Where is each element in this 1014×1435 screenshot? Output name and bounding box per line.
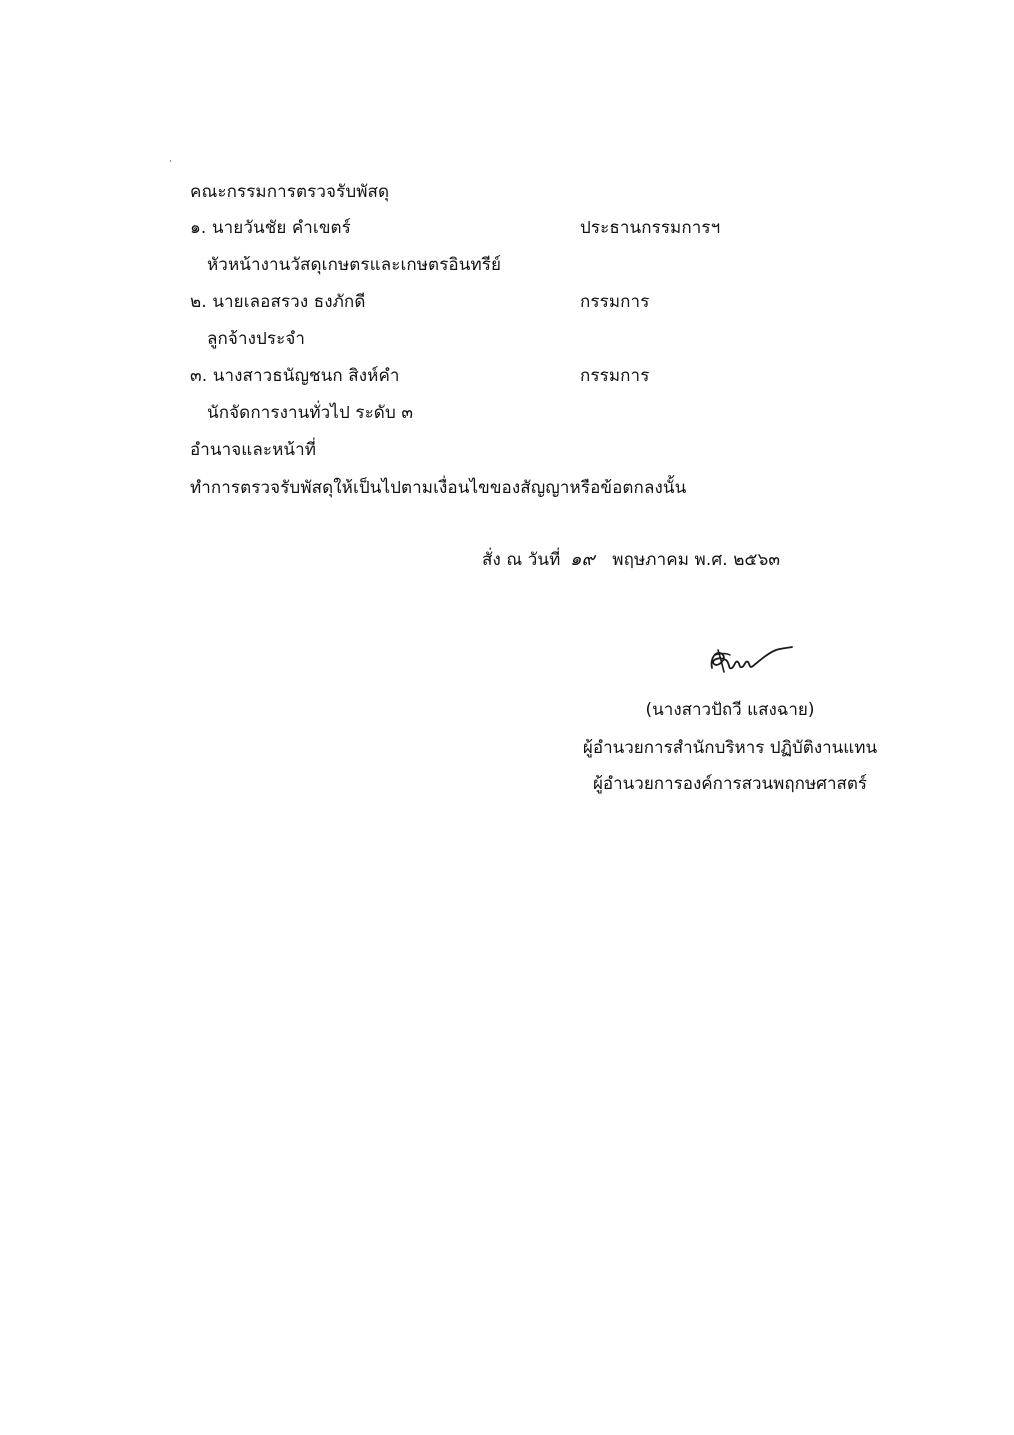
signatory-name: (นางสาวปัถวี แสงฉาย) — [645, 700, 815, 720]
committee-heading: คณะกรรมการตรวจรับพัสดุ — [190, 182, 390, 202]
margin-mark — [170, 160, 171, 162]
duties-heading: อำนาจและหน้าที่ — [190, 440, 317, 460]
member-3-position: นักจัดการงานทั่วไป ระดับ ๓ — [207, 403, 414, 423]
order-date — [482, 548, 780, 572]
member-1-name: ๑. นายวันชัย คำเขตร์ — [190, 218, 351, 238]
member-1-position: หัวหน้างานวัสดุเกษตรและเกษตรอินทรีย์ — [207, 255, 502, 275]
member-1-role: ประธานกรรมการฯ — [580, 218, 721, 238]
member-3-role: กรรมการ — [580, 366, 650, 386]
signatory-title-line1: ผู้อำนวยการสำนักบริหาร ปฏิบัติงานแทน — [582, 738, 878, 758]
signatory-title-line2: ผู้อำนวยการองค์การสวนพฤกษศาสตร์ — [592, 774, 868, 794]
member-3-name: ๓. นางสาวธนัญชนก สิงห์คำ — [190, 366, 400, 386]
member-2-role: กรรมการ — [580, 292, 650, 312]
order-date-prefix: สั่ง ณ วันที่ — [482, 550, 561, 570]
order-date-day: ๑๙ — [569, 549, 595, 570]
member-2-position: ลูกจ้างประจำ — [207, 329, 305, 349]
duties-text: ทำการตรวจรับพัสดุให้เป็นไปตามเงื่อนไขของสัญญาหรือข้อตกลงนั้น — [190, 478, 687, 498]
member-2-name: ๒. นายเลอสรวง ธงภักดี — [190, 292, 366, 312]
signature-image — [706, 642, 796, 682]
order-date-rest: พฤษภาคม พ.ศ. ๒๕๖๓ — [612, 550, 781, 570]
